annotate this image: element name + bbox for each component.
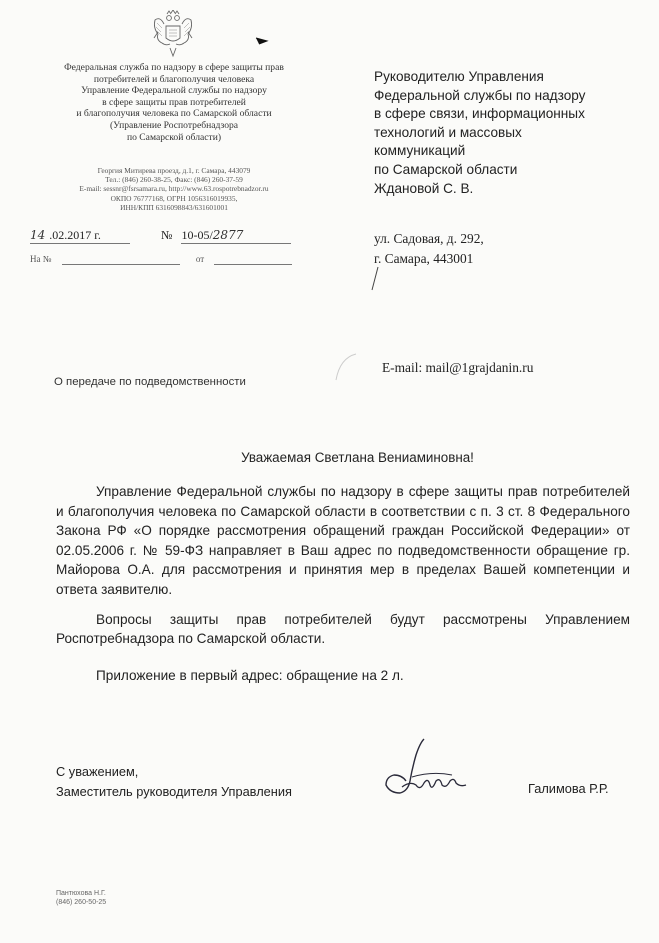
recipient-city: г. Самара, 443001 [374, 251, 474, 266]
sender-phone: Тел.: (846) 260-38-25, Факс: (846) 260-37-59 [105, 175, 243, 185]
number-sign: № [161, 228, 173, 242]
recipient-line: Руководителю Управления [374, 69, 544, 84]
sender-inn: ИНН/КПП 6316098843/631601001 [120, 202, 228, 212]
sender-contacts [40, 166, 308, 212]
sender-okpo: ОКПО 76777168, ОГРН 1056316019935, [110, 193, 238, 203]
recipient-address [374, 229, 644, 269]
recipient-block [374, 68, 644, 198]
executor-info [56, 889, 106, 907]
sender-org-line: по Самарской области) [126, 131, 222, 143]
executor-phone: (846) 260-50-25 [56, 899, 107, 906]
reference-number-blank [62, 254, 180, 265]
sender-org-line: Управление Федеральной службы по надзору [81, 85, 267, 97]
sender-email: E-mail: sessnr@fsrsamara.ru, http://www.63.rospotrebnadzor.ru [79, 184, 269, 194]
recipient-email: E-mail: mail@1grajdanin.ru [382, 360, 534, 375]
recipient-line: в сфере связи, информационных [374, 106, 585, 122]
sender-org-line: потребителей и благополучия человека [93, 73, 255, 85]
signer-name: Галимова Р.Р. [528, 781, 609, 796]
registration-number-handwritten: 2877 [212, 228, 244, 242]
executor-name: Пантюхова Н.Г. [56, 890, 106, 897]
registration-date-printed: .02.2017 г. [49, 228, 101, 242]
recipient-street: ул. Садовая, д. 292, [374, 231, 484, 246]
recipient-line: технологий и массовых [374, 124, 522, 140]
scan-mark [255, 36, 269, 46]
reference-number-label: На № [30, 254, 52, 264]
recipient-line: Федеральной службы по надзору [374, 87, 586, 103]
faint-scan-mark [334, 352, 358, 382]
recipient-line: по Самарской области [374, 161, 518, 177]
letter-subject: О передаче по подведомственности [54, 376, 246, 388]
registration-number-printed: 10-05/ [181, 228, 213, 242]
registration-date [30, 228, 130, 244]
handwritten-signature [372, 735, 482, 805]
sender-org-line: (Управление Роспотребнадзора [109, 119, 239, 131]
body-paragraph: Вопросы защиты прав потребителей будут рассмотрены Управлением Роспотребнадзора по Самарской области. [56, 611, 630, 647]
coat-of-arms-emblem [150, 10, 196, 60]
sender-org-line: и благополучия человека по Самарской области [76, 108, 272, 120]
sender-org-line: Федеральная служба по надзору в сфере защиты прав [64, 62, 284, 73]
reference-from-label: от [195, 254, 205, 264]
registration-date-handwritten: 14 [30, 228, 46, 242]
closing-regards: С уважением, [56, 764, 139, 779]
sender-org-line: в сфере защиты прав потребителей [102, 96, 246, 108]
letter-closing [56, 762, 292, 802]
recipient-name: Ждановой С. В. [374, 180, 474, 196]
registration-number [181, 228, 291, 244]
letter-body [56, 482, 630, 659]
pen-stroke-mark [368, 266, 382, 292]
attachment-note: Приложение в первый адрес: обращение на 2 л. [96, 668, 404, 683]
sender-address: Георгия Митирева проезд, д.1, г. Самара, 443079 [97, 166, 251, 175]
body-paragraph: Управление Федеральной службы по надзору в сфере защиты прав потребителей и благополучия человека по Самарской области в соответствии с п. 3 ст. 8 Федерального Закона РФ «О порядке рассмотрения обращений граждан Российской Федерации» от 02.05.2006 г. № 59-ФЗ направляет в Ваш адрес по подведомственности обращение гр. Майорова О.А. для рассмотрения и принятия мер в пределах Вашей компетенции и ответа заявителю. [56, 484, 630, 597]
recipient-line: коммуникаций [374, 143, 466, 159]
letter-greeting: Уважаемая Светлана Вениаминовна! [241, 450, 474, 465]
reference-line [30, 254, 320, 265]
registration-line [30, 228, 320, 244]
closing-position: Заместитель руководителя Управления [56, 784, 292, 799]
sender-organization [40, 62, 308, 143]
reference-date-blank [214, 254, 292, 265]
